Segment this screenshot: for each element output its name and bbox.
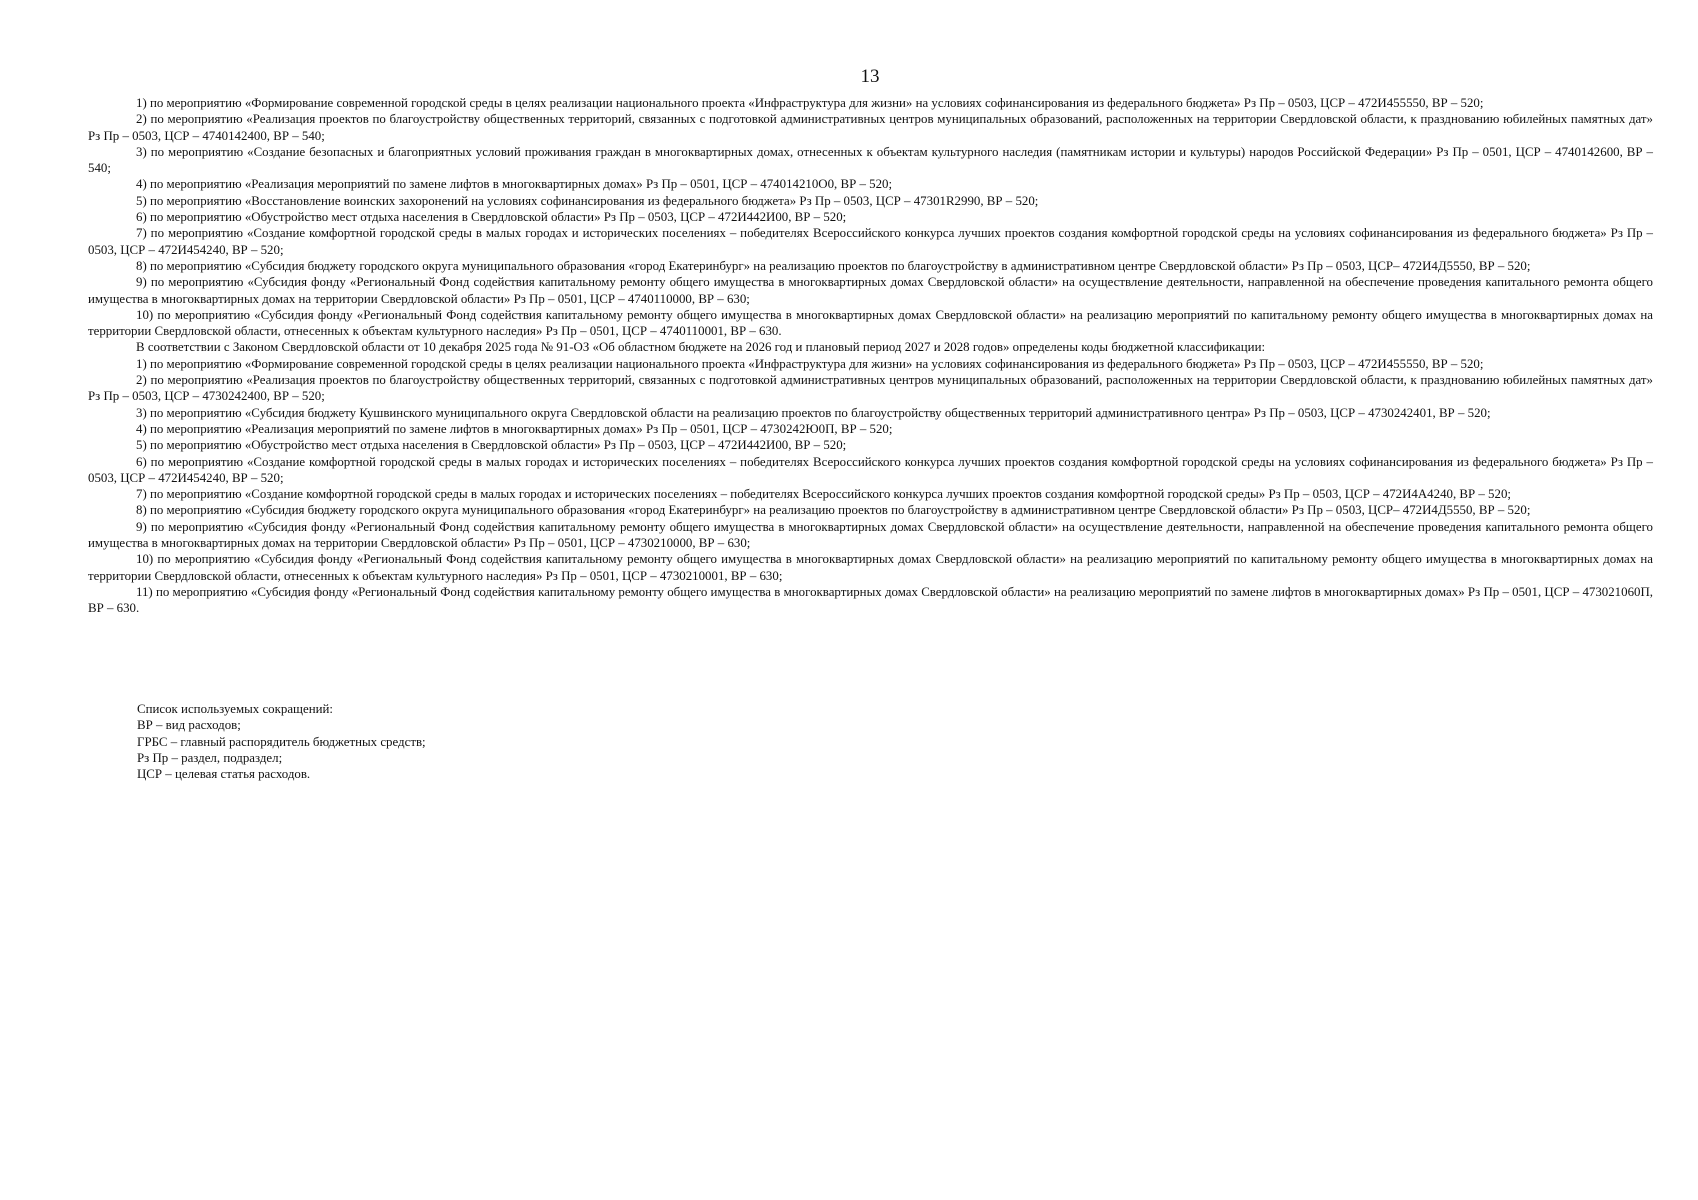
paragraph: 3) по мероприятию «Субсидия бюджету Кушвинского муниципального округа Свердловской области на реализацию проектов по благоустройству общественных территорий административного центра» Рз Пр – 0503, ЦСР – 4730242401, ВР – 520; — [136, 405, 1491, 420]
paragraph: В соответствии с Законом Свердловской области от 10 декабря 2025 года № 91-ОЗ «Об областном бюджете на 2026 год и плановый период 2027 и 2028 годов» определены коды бюджетной классификации: — [136, 340, 1266, 355]
paragraph: 6) по мероприятию «Создание комфортной городской среды в малых городах и исторических поселениях – победителях Всероссийского конкурса лучших проектов создания комфортной городской среды на условиях софинансирования из федерального бюджета» Рз Пр – 0503, ЦСР – 472И454240, ВР – 520; — [88, 454, 1653, 485]
abbreviation-item: ГРБС – главный распорядитель бюджетных средств; — [137, 734, 426, 749]
paragraph: 10) по мероприятию «Субсидия фонду «Региональный Фонд содействия капитальному ремонту общего имущества в многоквартирных домах Свердловской области» на реализацию мероприятий по капитальному ремонту общего имущества в многоквартирных домах на территории Свердловской области, отнесенных к объектам культурного наследия» Рз Пр – 0501, ЦСР – 4740110001, ВР – 630. — [88, 307, 1653, 339]
paragraph: 8) по мероприятию «Субсидия бюджету городского округа муниципального образования «город Екатеринбург» на реализацию проектов по благоустройству в административном центре Свердловской области» Рз Пр – 0503, ЦСР– 472И4Д5550, ВР – 520; — [136, 258, 1531, 273]
abbreviation-item: ЦСР – целевая статья расходов. — [137, 767, 311, 782]
paragraph: 7) по мероприятию «Создание комфортной городской среды в малых городах и исторических поселениях – победителях Всероссийского конкурса лучших проектов создания комфортной городской среды на условиях софинансирования из федерального бюджета» Рз Пр – 0503, ЦСР – 472И454240, ВР – 520; — [88, 226, 1653, 257]
abbreviations-list — [137, 701, 837, 782]
abbreviations-heading: Список используемых сокращений: — [137, 702, 333, 716]
paragraph: 1) по мероприятию «Формирование современной городской среды в целях реализации национального проекта «Инфраструктура для жизни» на условиях софинансирования из федерального бюджета» Рз Пр – 0503, ЦСР – 472И455550, ВР – 520; — [136, 356, 1484, 371]
document-body — [88, 95, 1653, 617]
abbreviation-item: ВР – вид расходов; — [137, 718, 241, 733]
paragraph: 3) по мероприятию «Создание безопасных и благоприятных условий проживания граждан в многоквартирных домах, отнесенных к объектам культурного наследия (памятникам истории и культуры) народов Российской Федерации» Рз Пр – 0501, ЦСР – 4740142600, ВР – 540; — [88, 144, 1653, 176]
paragraph: 8) по мероприятию «Субсидия бюджету городского округа муниципального образования «город Екатеринбург» на реализацию проектов по благоустройству в административном центре Свердловской области» Рз Пр – 0503, ЦСР– 472И4Д5550, ВР – 520; — [136, 503, 1531, 518]
paragraph: 4) по мероприятию «Реализация мероприятий по замене лифтов в многоквартирных домах» Рз Пр – 0501, ЦСР – 4730242Ю0П, ВР – 520; — [136, 421, 893, 436]
paragraph: 5) по мероприятию «Восстановление воинских захоронений на условиях софинансирования из федерального бюджета» Рз Пр – 0503, ЦСР – 47301R2990, ВР – 520; — [136, 193, 1039, 208]
paragraph: 5) по мероприятию «Обустройство мест отдыха населения в Свердловской области» Рз Пр – 0503, ЦСР – 472И442И00, ВР – 520; — [136, 438, 847, 453]
paragraph: 10) по мероприятию «Субсидия фонду «Региональный Фонд содействия капитальному ремонту общего имущества в многоквартирных домах Свердловской области» на реализацию мероприятий по капитальному ремонту общего имущества в многоквартирных домах на территории Свердловской области, отнесенных к объектам культурного наследия» Рз Пр – 0501, ЦСР – 4730210001, ВР – 630; — [88, 552, 1653, 583]
paragraph: 9) по мероприятию «Субсидия фонду «Региональный Фонд содействия капитальному ремонту общего имущества в многоквартирных домах Свердловской области» на осуществление деятельности, направленной на обеспечение проведения капитального ремонта общего имущества в многоквартирных домах на территории Свердловской области» Рз Пр – 0501, ЦСР – 4740110000, ВР – 630; — [88, 275, 1653, 306]
abbreviation-item: Рз Пр – раздел, подраздел; — [137, 750, 283, 765]
paragraph: 7) по мероприятию «Создание комфортной городской среды в малых городах и исторических поселениях – победителях Всероссийского конкурса лучших проектов создания комфортной городской среды» Рз Пр – 0503, ЦСР – 472И4А4240, ВР – 520; — [136, 487, 1511, 502]
page-number: 13 — [860, 66, 880, 87]
paragraph: 6) по мероприятию «Обустройство мест отдыха населения в Свердловской области» Рз Пр – 0503, ЦСР – 472И442И00, ВР – 520; — [136, 210, 847, 225]
paragraph: 2) по мероприятию «Реализация проектов по благоустройству общественных территорий, связанных с подготовкой административных центров муниципальных образований, расположенных на территории Свердловской области, к празднованию юбилейных памятных дат» Рз Пр – 0503, ЦСР – 4730242400, ВР – 520; — [88, 373, 1653, 404]
paragraph: 1) по мероприятию «Формирование современной городской среды в целях реализации национального проекта «Инфраструктура для жизни» на условиях софинансирования из федерального бюджета» Рз Пр – 0503, ЦСР – 472И455550, ВР – 520; — [136, 96, 1484, 110]
paragraph: 11) по мероприятию «Субсидия фонду «Региональный Фонд содействия капитальному ремонту общего имущества в многоквартирных домах Свердловской области» на реализацию мероприятий по замене лифтов в многоквартирных домах» Рз Пр – 0501, ЦСР – 473021060П, ВР – 630. — [88, 584, 1653, 616]
paragraph: 4) по мероприятию «Реализация мероприятий по замене лифтов в многоквартирных домах» Рз Пр – 0501, ЦСР – 474014210О0, ВР – 520; — [136, 177, 893, 192]
paragraph: 9) по мероприятию «Субсидия фонду «Региональный Фонд содействия капитальному ремонту общего имущества в многоквартирных домах Свердловской области» на осуществление деятельности, направленной на обеспечение проведения капитального ремонта общего имущества в многоквартирных домах на территории Свердловской области» Рз Пр – 0501, ЦСР – 4730210000, ВР – 630; — [88, 519, 1653, 551]
paragraph: 2) по мероприятию «Реализация проектов по благоустройству общественных территорий, связанных с подготовкой административных центров муниципальных образований, расположенных на территории Свердловской области, к празднованию юбилейных памятных дат» Рз Пр – 0503, ЦСР – 4740142400, ВР – 540; — [88, 112, 1653, 143]
